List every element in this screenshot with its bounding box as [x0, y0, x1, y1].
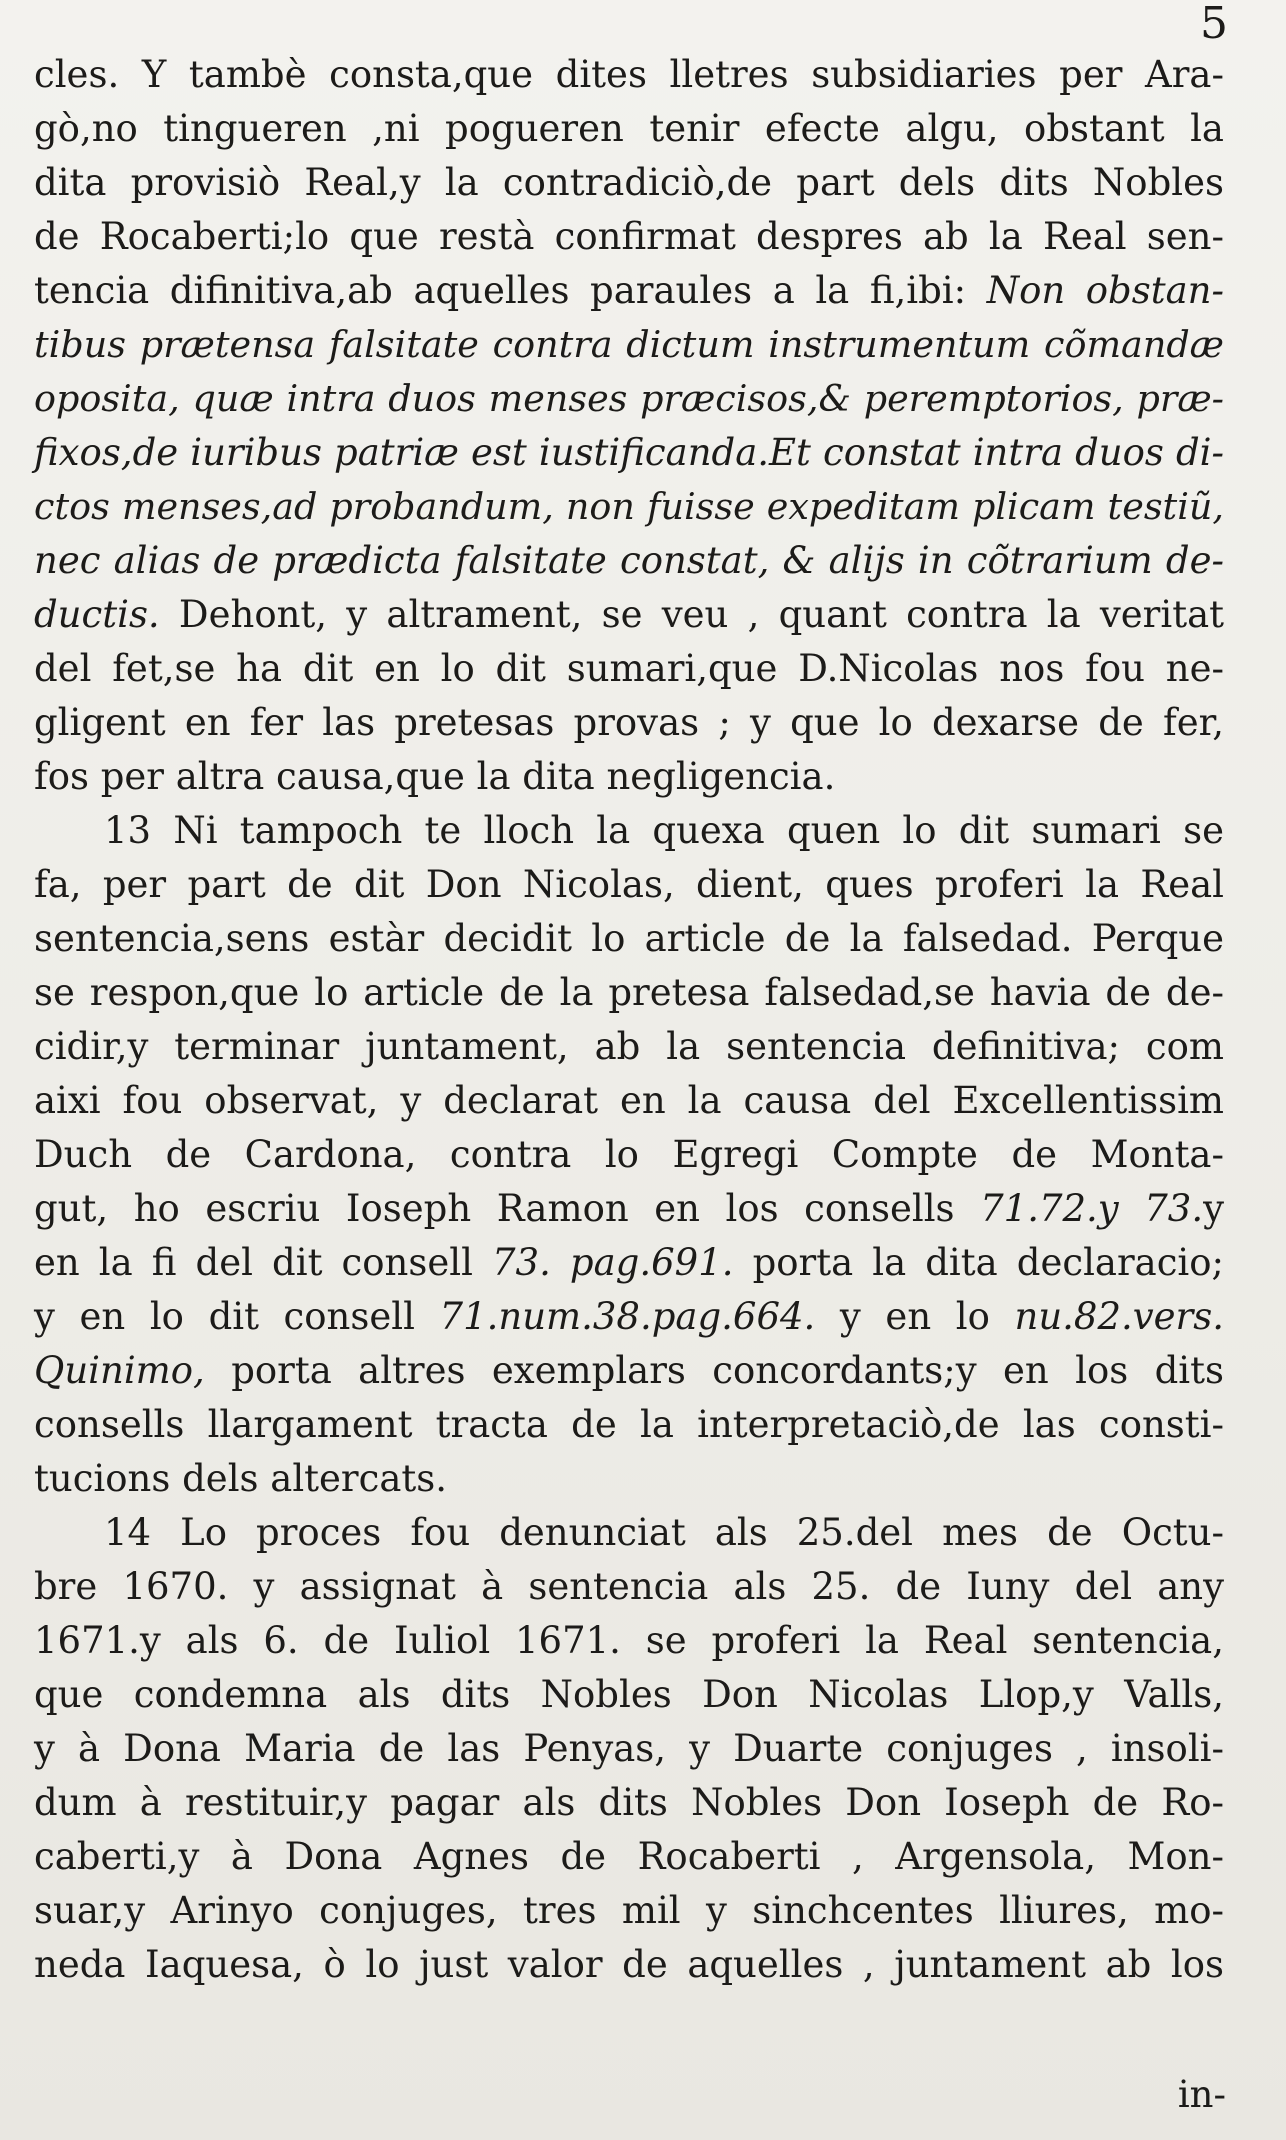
text-segment: porta la dita declaracio;	[733, 1241, 1225, 1284]
italic-text-segment: 71.72.y 73.	[980, 1187, 1204, 1230]
text-segment: fos per altra causa,que la dita negligencia.	[34, 755, 836, 798]
text-line	[34, 1074, 1224, 1128]
text-segment: 13 Ni tampoch te lloch la quexa quen lo dit sumari se	[104, 809, 1224, 852]
text-line	[34, 912, 1224, 966]
text-line	[34, 1344, 1224, 1398]
text-segment: fa, per part de dit Don Nicolas, dient, ques proferi la Real	[34, 863, 1224, 906]
text-segment: neda Iaquesa, ò lo just valor de aquelles , juntament ab los	[34, 1943, 1224, 1986]
text-line	[34, 1938, 1224, 1992]
text-segment: 14 Lo proces fou denunciat als 25.del mes de Octu-	[104, 1511, 1224, 1554]
text-line	[34, 1398, 1224, 1452]
text-segment: sentencia,sens estàr decidit lo article de la falsedad. Perque	[34, 917, 1224, 960]
text-line	[34, 48, 1224, 102]
catchword: in-	[1177, 2073, 1226, 2116]
text-line	[34, 1290, 1224, 1344]
italic-text-segment: oposita, quæ intra duos menses præcisos,& peremptorios, præ-	[34, 377, 1224, 420]
text-line	[34, 1020, 1224, 1074]
text-segment: del fet,se ha dit en lo dit sumari,que D.Nicolas nos fou ne-	[34, 647, 1224, 690]
text-line	[34, 1776, 1224, 1830]
text-line	[34, 588, 1224, 642]
text-segment: Duch de Cardona, contra lo Egregi Compte de Monta-	[34, 1133, 1224, 1176]
text-segment: en la fi del dit consell	[34, 1241, 492, 1284]
text-line	[34, 642, 1224, 696]
text-segment: gligent en fer las pretesas provas ; y que lo dexarse de fer,	[34, 701, 1224, 744]
text-line	[34, 102, 1224, 156]
text-segment: dita provisiò Real,y la contradiciò,de part dels dits Nobles	[34, 161, 1224, 204]
text-line	[34, 210, 1224, 264]
text-line	[34, 804, 1224, 858]
text-line	[34, 1560, 1224, 1614]
text-segment: Dehont, y altrament, se veu , quant contra la veritat	[159, 593, 1224, 636]
text-line	[34, 1506, 1224, 1560]
page-number: 5	[1200, 0, 1228, 49]
italic-text-segment: ductis.	[34, 593, 160, 636]
italic-text-segment: fixos,de iuribus patriæ est iustificanda.Et constat intra duos di-	[34, 431, 1224, 474]
text-segment: gut, ho escriu Ioseph Ramon en los consells	[34, 1187, 981, 1230]
text-line	[34, 426, 1224, 480]
text-segment: cidir,y terminar juntament, ab la sentencia definitiva; com	[34, 1025, 1224, 1068]
text-line	[34, 1182, 1224, 1236]
text-segment: dum à restituir,y pagar als dits Nobles Don Ioseph de Ro-	[34, 1781, 1224, 1824]
text-line	[34, 696, 1224, 750]
text-segment: suar,y Arinyo conjuges, tres mil y sinchcentes lliures, mo-	[34, 1889, 1224, 1932]
text-segment: aixi fou observat, y declarat en la causa del Excellentissim	[34, 1079, 1224, 1122]
text-segment: y en lo dit consell	[34, 1295, 440, 1338]
text-line	[34, 858, 1224, 912]
text-segment: 1671.y als 6. de Iuliol 1671. se proferi la Real sentencia,	[34, 1619, 1224, 1662]
italic-text-segment: ctos menses,ad probandum, non fuisse expeditam plicam testiũ,	[34, 485, 1224, 528]
italic-text-segment: Quinimo,	[34, 1349, 205, 1392]
text-line	[34, 1722, 1224, 1776]
italic-text-segment: nec alias de prædicta falsitate constat, & alijs in cõtrarium de-	[34, 539, 1224, 582]
text-segment: gò,no tingueren ,ni pogueren tenir efecte algu, obstant la	[34, 107, 1224, 150]
text-line	[34, 156, 1224, 210]
text-segment: cles. Y tambè consta,que dites lletres subsidiaries per Ara-	[34, 53, 1224, 96]
text-line	[34, 1884, 1224, 1938]
italic-text-segment: 73. pag.691.	[492, 1241, 734, 1284]
text-segment: que condemna als dits Nobles Don Nicolas Llop,y Valls,	[34, 1673, 1224, 1716]
text-line	[34, 1614, 1224, 1668]
text-segment: y en lo	[815, 1295, 1015, 1338]
text-segment: porta altres exemplars concordants;y en los dits	[204, 1349, 1224, 1392]
text-line	[34, 372, 1224, 426]
italic-text-segment: Non obstan-	[986, 269, 1224, 312]
text-segment: caberti,y à Dona Agnes de Rocaberti , Argensola, Mon-	[34, 1835, 1224, 1878]
text-line	[34, 1236, 1224, 1290]
text-line	[34, 1668, 1224, 1722]
text-line	[34, 318, 1224, 372]
text-segment: tucions dels altercats.	[34, 1457, 448, 1500]
text-line	[34, 534, 1224, 588]
text-line	[34, 480, 1224, 534]
text-line	[34, 264, 1224, 318]
text-line	[34, 1452, 1224, 1506]
text-segment: consells llargament tracta de la interpretaciò,de las consti-	[34, 1403, 1224, 1446]
text-segment: de Rocaberti;lo que restà confirmat despres ab la Real sen-	[34, 215, 1224, 258]
text-line	[34, 750, 1224, 804]
text-segment: bre 1670. y assignat à sentencia als 25. de Iuny del any	[34, 1565, 1224, 1608]
text-segment: tencia difinitiva,ab aquelles paraules a la fi,ibi:	[34, 269, 987, 312]
text-line	[34, 1128, 1224, 1182]
text-line	[34, 966, 1224, 1020]
text-segment: y à Dona Maria de las Penyas, y Duarte conjuges , insoli-	[34, 1727, 1224, 1770]
italic-text-segment: nu.82.vers.	[1014, 1295, 1224, 1338]
italic-text-segment: 71.num.38.pag.664.	[439, 1295, 816, 1338]
text-segment: y	[1203, 1187, 1225, 1230]
italic-text-segment: tibus prætensa falsitate contra dictum instrumentum cõmandæ	[34, 323, 1224, 366]
text-segment: se respon,que lo article de la pretesa falsedad,se havia de de-	[34, 971, 1224, 1014]
body-text	[34, 48, 1224, 1992]
text-line	[34, 1830, 1224, 1884]
